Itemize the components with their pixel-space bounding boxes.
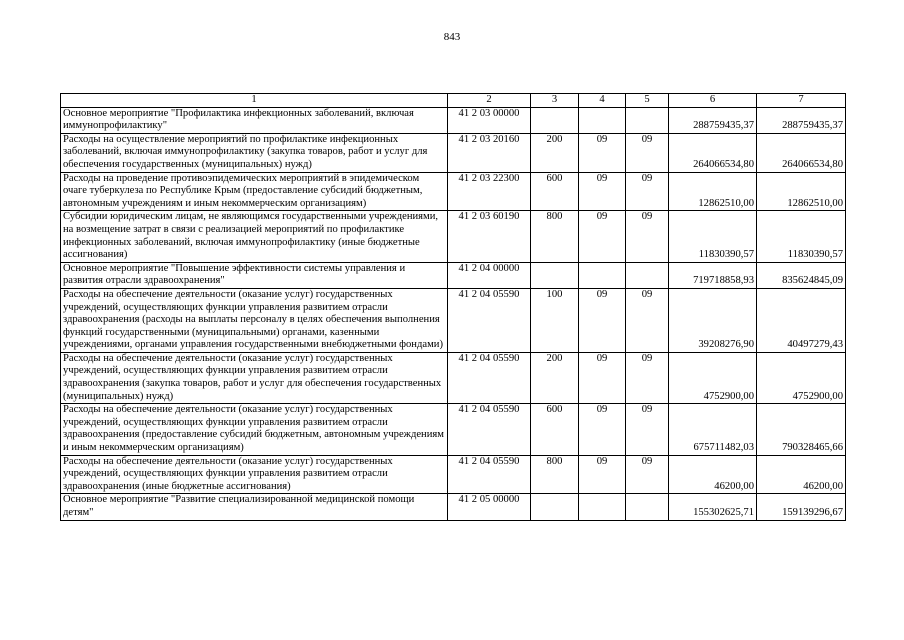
- row-amount-6: 39208276,90: [669, 288, 757, 352]
- row-amount-7: 790328465,66: [757, 404, 846, 455]
- row-pr: 09: [626, 133, 669, 172]
- row-code: 41 2 04 05590: [448, 288, 531, 352]
- row-description: Основное мероприятие "Развитие специализированной медицинской помощи детям": [61, 494, 448, 520]
- row-amount-6: 675711482,03: [669, 404, 757, 455]
- table-row: [61, 211, 846, 262]
- row-pr: [626, 494, 669, 520]
- header-cell: 7: [757, 94, 846, 108]
- row-pr: 09: [626, 211, 669, 262]
- row-code: 41 2 04 05590: [448, 404, 531, 455]
- row-amount-6: 288759435,37: [669, 107, 757, 133]
- row-amount-7: 12862510,00: [757, 172, 846, 211]
- row-amount-7: 835624845,09: [757, 262, 846, 288]
- row-code: 41 2 04 05590: [448, 455, 531, 494]
- row-rz: [579, 262, 626, 288]
- row-amount-6: 155302625,71: [669, 494, 757, 520]
- table-row: [61, 494, 846, 520]
- header-cell: 1: [61, 94, 448, 108]
- row-amount-7: 264066534,80: [757, 133, 846, 172]
- row-rz: 09: [579, 133, 626, 172]
- row-description: Расходы на осуществление мероприятий по профилактике инфекционных заболеваний, включая иммунопрофилактику (закупка товаров, работ и услуг для обеспечения государственных (муниципальных) нужд): [61, 133, 448, 172]
- row-amount-7: 159139296,67: [757, 494, 846, 520]
- row-code: 41 2 03 60190: [448, 211, 531, 262]
- row-pr: 09: [626, 172, 669, 211]
- row-code: 41 2 03 00000: [448, 107, 531, 133]
- row-amount-7: 46200,00: [757, 455, 846, 494]
- row-code: 41 2 03 22300: [448, 172, 531, 211]
- row-vr: [531, 494, 579, 520]
- row-code: 41 2 05 00000: [448, 494, 531, 520]
- table-row: [61, 288, 846, 352]
- row-pr: [626, 262, 669, 288]
- row-code: 41 2 04 05590: [448, 352, 531, 403]
- row-amount-7: 40497279,43: [757, 288, 846, 352]
- row-amount-7: 288759435,37: [757, 107, 846, 133]
- row-pr: 09: [626, 288, 669, 352]
- row-amount-6: 264066534,80: [669, 133, 757, 172]
- row-amount-7: 4752900,00: [757, 352, 846, 403]
- header-cell: 6: [669, 94, 757, 108]
- table-row: [61, 133, 846, 172]
- row-vr: 200: [531, 352, 579, 403]
- table-row: [61, 262, 846, 288]
- table-row: [61, 172, 846, 211]
- table-header-row: [61, 94, 846, 108]
- row-rz: 09: [579, 211, 626, 262]
- row-amount-6: 12862510,00: [669, 172, 757, 211]
- table-row: [61, 404, 846, 455]
- row-description: Основное мероприятие "Профилактика инфекционных заболеваний, включая иммунопрофилактику": [61, 107, 448, 133]
- row-vr: [531, 262, 579, 288]
- row-description: Расходы на обеспечение деятельности (оказание услуг) государственных учреждений, осуществляющих функции управления развитием отрасли здравоохранения (закупка товаров, работ и услуг для обеспечения государственных (муниципальных) нужд): [61, 352, 448, 403]
- row-vr: 100: [531, 288, 579, 352]
- row-amount-7: 11830390,57: [757, 211, 846, 262]
- row-amount-6: 11830390,57: [669, 211, 757, 262]
- row-vr: 800: [531, 455, 579, 494]
- row-vr: 200: [531, 133, 579, 172]
- row-description: Расходы на обеспечение деятельности (оказание услуг) государственных учреждений, осуществляющих функции управления развитием отрасли здравоохранения (предоставление субсидий бюджетным, автономным учреждениям и иным некоммерческим организациям): [61, 404, 448, 455]
- header-cell: 3: [531, 94, 579, 108]
- row-vr: 800: [531, 211, 579, 262]
- row-amount-6: 719718858,93: [669, 262, 757, 288]
- header-cell: 5: [626, 94, 669, 108]
- row-rz: [579, 494, 626, 520]
- row-description: Расходы на обеспечение деятельности (оказание услуг) государственных учреждений, осуществляющих функции управления развитием отрасли здравоохранения (иные бюджетные ассигнования): [61, 455, 448, 494]
- row-vr: [531, 107, 579, 133]
- header-cell: 2: [448, 94, 531, 108]
- row-pr: 09: [626, 352, 669, 403]
- table-row: [61, 107, 846, 133]
- row-vr: 600: [531, 172, 579, 211]
- row-pr: 09: [626, 404, 669, 455]
- row-pr: 09: [626, 455, 669, 494]
- table-row: [61, 352, 846, 403]
- row-rz: 09: [579, 172, 626, 211]
- row-pr: [626, 107, 669, 133]
- header-cell: 4: [579, 94, 626, 108]
- row-rz: [579, 107, 626, 133]
- row-rz: 09: [579, 455, 626, 494]
- budget-table: [60, 93, 846, 521]
- row-description: Расходы на проведение противоэпидемических мероприятий в эпидемическом очаге туберкулеза по Республике Крым (предоставление субсидий бюджетным, автономным учреждениям и иным некоммерческим организациям): [61, 172, 448, 211]
- page-number: 843: [443, 31, 461, 43]
- row-description: Основное мероприятие "Повышение эффективности системы управления и развития отрасли здравоохранения": [61, 262, 448, 288]
- row-rz: 09: [579, 352, 626, 403]
- row-description: Расходы на обеспечение деятельности (оказание услуг) государственных учреждений, осуществляющих функции управления развитием отрасли здравоохранения (расходы на выплаты персоналу в целях обеспечения выполнения функций государственными (муниципальными) органами, казенными учреждениями, органами управления государственными внебюджетными фондами): [61, 288, 448, 352]
- row-rz: 09: [579, 288, 626, 352]
- row-code: 41 2 03 20160: [448, 133, 531, 172]
- row-rz: 09: [579, 404, 626, 455]
- table-row: [61, 455, 846, 494]
- row-vr: 600: [531, 404, 579, 455]
- row-description: Субсидии юридическим лицам, не являющимся государственными учреждениями, на возмещение затрат в связи с реализацией мероприятий по профилактике инфекционных заболеваний, включая иммунопрофилактику (иные бюджетные ассигнования): [61, 211, 448, 262]
- row-amount-6: 46200,00: [669, 455, 757, 494]
- row-code: 41 2 04 00000: [448, 262, 531, 288]
- row-amount-6: 4752900,00: [669, 352, 757, 403]
